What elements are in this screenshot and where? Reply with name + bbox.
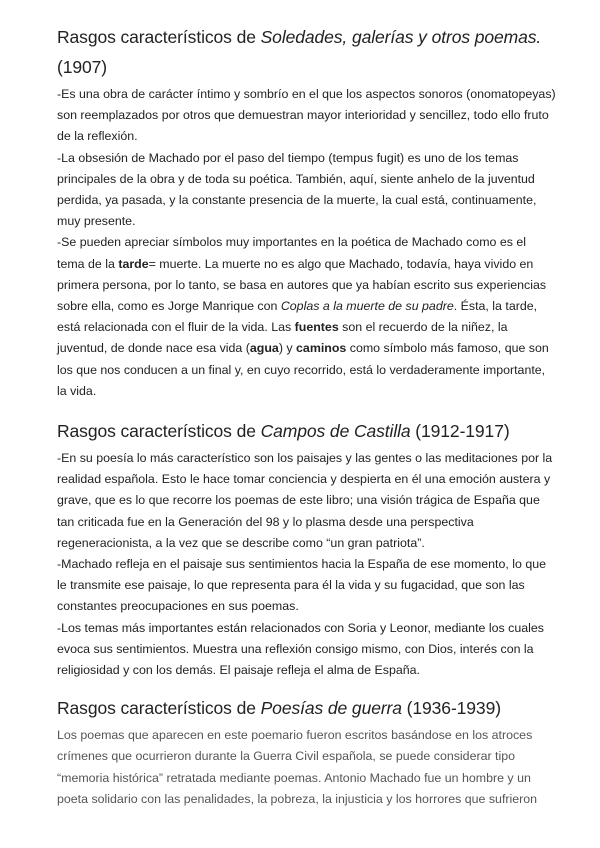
paragraph: -Los temas más importantes están relacionados con Soria y Leonor, mediante los cuales evoca sus sentimientos. Muestra una reflexión consigo mismo, con Dios, interés con la religiosidad y con los demás. El paisaje refleja el alma de España. bbox=[57, 620, 544, 678]
section-heading bbox=[57, 693, 557, 723]
text-run: ) y bbox=[278, 341, 297, 356]
text-run: = muerte. La muerte no es algo que Machado, todavía, haya vivido en primera persona, por lo tanto, se basa en autores que ya habían escrito sus experiencias sobre ella, como es Jorge Manrique con bbox=[57, 256, 547, 314]
section-heading bbox=[57, 22, 557, 82]
heading-suffix: (1912-1917) bbox=[410, 421, 510, 442]
italic-title: Coplas a la muerte de su padre bbox=[280, 299, 454, 314]
heading-suffix: (1936-1939) bbox=[401, 698, 501, 719]
paragraph: -En su poesía lo más característico son los paisajes y las gentes o las meditaciones por la realidad española. Esto le hace tomar conciencia y despierta en él una emoción austera y grave, que es lo que recorre los poemas de este libro; una visión trágica de España que tan criticada fue en la Generación del 98 y lo plasma desde una perspectiva regeneracionista, a la vez que se describe como “un gran patriota”. bbox=[57, 451, 553, 550]
text-run: como símbolo más famoso, que son los que nos conducen a un final y, en cuyo recorrido, está lo verdaderamente importante, la vida. bbox=[57, 341, 549, 398]
paragraph: -Es una obra de carácter íntimo y sombrío en el que los aspectos sonoros (onomatopeyas) son reemplazados por otros que demuestran mayor interioridad y sencillez, todo ello fruto de la reflexión. bbox=[57, 87, 556, 144]
section-campos bbox=[57, 416, 557, 681]
heading-title: Soledades, galerías y otros poemas. bbox=[260, 27, 542, 47]
heading-title: Poesías de guerra bbox=[260, 698, 402, 719]
paragraph bbox=[57, 232, 557, 402]
bold-term-fuentes: fuentes bbox=[294, 320, 339, 335]
heading-title: Campos de Castilla bbox=[260, 421, 411, 442]
bold-term-caminos: caminos bbox=[296, 341, 347, 356]
text-run: . Ésta, la tarde, está relacionada con el fluir de la vida. Las bbox=[57, 299, 538, 335]
paragraph: -La obsesión de Machado por el paso del tiempo (tempus fugit) es uno de los temas principales de la obra y de toda su poética. También, aquí, siente anhelo de la juventud perdida, ya pasada, y la constante presencia de la muerte, la cual está, continuamente, muy presente. bbox=[57, 150, 537, 229]
bold-term-tarde: tarde bbox=[118, 256, 149, 271]
paragraph: -Machado refleja en el paisaje sus sentimientos hacia la España de ese momento, lo que le transmite ese paisaje, lo que representa para él la vida y su fugacidad, que son las constantes preocupaciones en sus poemas. bbox=[57, 557, 547, 614]
heading-suffix: (1907) bbox=[57, 57, 107, 77]
text-run: -Se pueden apreciar símbolos muy importantes en la poética de Machado como es el tema de la bbox=[57, 235, 527, 271]
section-poesias-guerra bbox=[57, 693, 557, 810]
heading-prefix: Rasgos característicos de bbox=[57, 421, 261, 442]
section-heading bbox=[57, 416, 557, 446]
paragraph: Los poemas que aparecen en este poemario fueron escritos basándose en los atroces crímenes que ocurrieron durante la Guerra Civil española, se puede considerar tipo “memoria histórica” retratada mediante poemas. Antonio Machado fue un hombre y un poeta solidario con las penalidades, la pobreza, la injusticia y los horrores que sufrieron bbox=[57, 728, 538, 806]
section-soledades bbox=[57, 22, 557, 402]
heading-prefix: Rasgos característicos de bbox=[57, 27, 261, 47]
text-run: son el recuerdo de la niñez, la juventud, de donde nace esa vida ( bbox=[57, 320, 508, 356]
heading-prefix: Rasgos característicos de bbox=[57, 698, 261, 719]
document-page bbox=[57, 22, 557, 824]
bold-term-agua: agua bbox=[249, 341, 279, 356]
